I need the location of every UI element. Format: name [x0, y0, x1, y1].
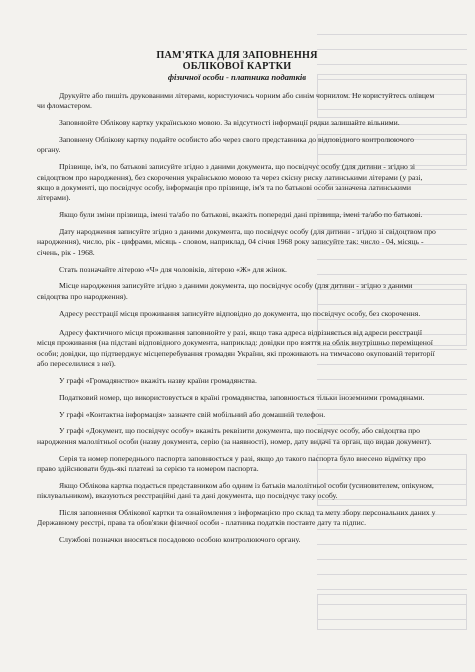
- paragraph-representative: Якщо Облікова картка подається представником або одним із батьків малолітньої особи (усиновителем, опікуном, піклувальником), вказуються реєстраційні дані та дані документа, що посвідчує таку особу.: [37, 480, 434, 501]
- memo-title-line1: ПАМ'ЯТКА ДЛЯ ЗАПОВНЕННЯ: [156, 50, 318, 61]
- paragraph-contact-info: У графі «Контактна інформація» зазначте свій мобільний або домашній телефон.: [59, 409, 326, 419]
- paragraph-full-name: Прізвище, ім'я, по батькові записуйте згідно з даними документа, що посвідчує особу (для дитини - згідно зі свідоцтвом про народження), без скорочення українською мовою та через скісну риску латинськими літерами (у разі, якщо в документі, що посвідчує особу, інформація про прізвище, ім'я та по батькові особи зазначена латинськими літерами).: [37, 162, 423, 203]
- paragraph-identity-document: У графі «Документ, що посвідчує особу» вкажіть реквізити документа, що посвідчує особу, або свідоцтва про народження малолітньої особи (назву документа, серію (за наявності), номер, дату видачі та орган, що видав документ).: [37, 426, 432, 446]
- paragraph-actual-address: Адресу фактичного місця проживання заповнюйте у разі, якщо така адреса відрізняється від адреси реєстрації місця проживання (на підставі відповідного документа, наприклад: довідки про взяття на облік внутрішньо переміщеної особи; довідки, що підтверджує місцеперебування громадян України, які проживають на тимчасово окупованій території або переселилися з неї).: [37, 328, 435, 369]
- paragraph-writing-instructions: Друкуйте або пишіть друкованими літерами, користуючись чорним або синім чорнилом. Не користуйтесь олівцем чи фломастером.: [37, 91, 435, 111]
- paragraph-name-changes: Якщо були зміни прізвища, імені та/або по батькові, вкажіть попередні дані прізвища, імені та/або по батькові.: [59, 210, 423, 220]
- memo-title-line2: ОБЛІКОВОЇ КАРТКИ: [182, 61, 292, 72]
- paragraph-official-marks: Службові позначки вносяться посадовою особою контролюючого органу.: [59, 535, 301, 545]
- memo-subtitle: фізичної особи - платника податків: [167, 72, 307, 82]
- paragraph-previous-passport: Серія та номер попереднього паспорта заповнюється у разі, якщо до такого паспорта було внесено відмітку про право здійснювати будь-які платежі за серією та номером паспорта.: [37, 453, 426, 474]
- paragraph-birth-place: Місце народження записуйте згідно з даними документа, що посвідчує особу (для дитини - згідно з даними свідоцтва про народження).: [37, 281, 413, 301]
- paragraph-submission: Заповнену Облікову картку подайте особисто або через свого представника до відповідного контролюючого органу.: [37, 135, 414, 155]
- paragraph-citizenship: У графі «Громадянство» вкажіть назву країни громадянства.: [59, 376, 257, 386]
- paragraph-sex: Стать позначайте літерою «Ч» для чоловіків, літерою «Ж» для жінок.: [59, 264, 287, 274]
- paragraph-tax-number: Податковий номер, що використовується в країні громадянства, заповнюється тільки іноземними громадянами.: [59, 392, 425, 402]
- paragraph-language: Заповнюйте Облікову картку українською мовою. За відсутності інформації рядки залишайте вільними.: [59, 118, 400, 128]
- memo-content: [37, 50, 437, 552]
- paragraph-birth-date: Дату народження записуйте згідно з даними документа, що посвідчує особу (для дитини - згідно зі свідоцтвом про народження), число, рік - цифрами, місяць - словом, наприклад, 04 січня 1968 року записуйте так: число - 04, місяць - січень, рік - 1968.: [37, 227, 436, 257]
- paragraph-registered-address: Адресу реєстрації місця проживання записуйте відповідно до документа, що посвідчує особу, без скорочення.: [59, 308, 421, 318]
- paragraph-date-signature: Після заповнення Облікової картки та ознайомлення з інформацією про склад та мету збору персональних даних у Державному реєстрі, права та обов'язки фізичної особи - платника податків поставте дату та підпис.: [37, 508, 436, 528]
